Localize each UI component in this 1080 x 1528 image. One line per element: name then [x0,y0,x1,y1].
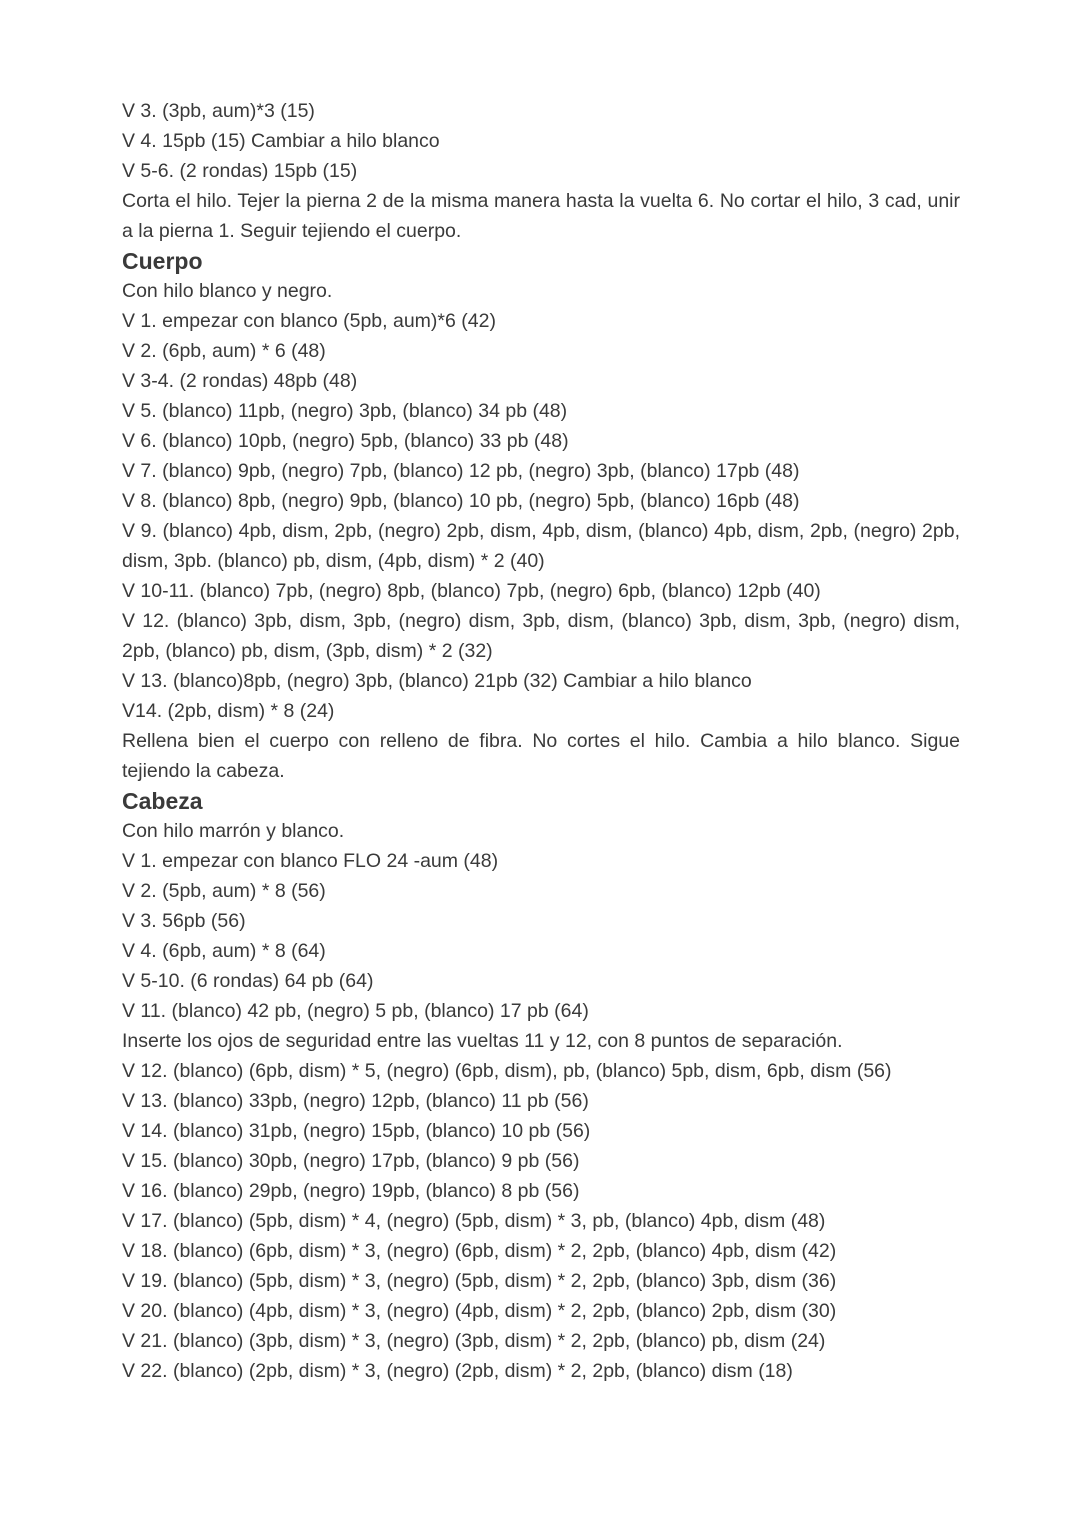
pattern-row: V 2. (6pb, aum) * 6 (48) [122,340,326,362]
pattern-row: V 3-4. (2 rondas) 48pb (48) [122,370,358,392]
pattern-row: V 13. (blanco)8pb, (negro) 3pb, (blanco) 21pb (32) Cambiar a hilo blanco [122,670,752,692]
pattern-row: V 8. (blanco) 8pb, (negro) 9pb, (blanco) 10 pb, (negro) 5pb, (blanco) 16pb (48) [122,490,800,512]
pattern-row: V 15. (blanco) 30pb, (negro) 17pb, (blanco) 9 pb (56) [122,1150,580,1172]
pattern-row: V 11. (blanco) 42 pb, (negro) 5 pb, (blanco) 17 pb (64) [122,1000,589,1022]
pattern-row: V 7. (blanco) 9pb, (negro) 7pb, (blanco) 12 pb, (negro) 3pb, (blanco) 17pb (48) [122,460,800,482]
pattern-row: V 12. (blanco) 3pb, dism, 3pb, (negro) dism, 3pb, dism, (blanco) 3pb, dism, 3pb, (negro) dism, 2pb, (blanco) pb, dism, (3pb, dism) * 2 (32) [122,610,960,662]
pattern-row: V 18. (blanco) (6pb, dism) * 3, (negro) (6pb, dism) * 2, 2pb, (blanco) 4pb, dism (42) [122,1240,837,1262]
pattern-row: V 9. (blanco) 4pb, dism, 2pb, (negro) 2pb, dism, 4pb, dism, (blanco) 4pb, dism, 2pb, (negro) 2pb, dism, 3pb. (blanco) pb, dism, (4pb, dism) * 2 (40) [122,520,960,572]
pattern-row: V 20. (blanco) (4pb, dism) * 3, (negro) (4pb, dism) * 2, 2pb, (blanco) 2pb, dism (30) [122,1300,837,1322]
pattern-row: V 5-10. (6 rondas) 64 pb (64) [122,970,374,992]
pattern-row: V 19. (blanco) (5pb, dism) * 3, (negro) (5pb, dism) * 2, 2pb, (blanco) 3pb, dism (36) [122,1270,837,1292]
pattern-row: V 5. (blanco) 11pb, (negro) 3pb, (blanco) 34 pb (48) [122,400,568,422]
pattern-row: V 12. (blanco) (6pb, dism) * 5, (negro) (6pb, dism), pb, (blanco) 5pb, dism, 6pb, dism (56) [122,1060,892,1082]
pattern-row: V 4. 15pb (15) Cambiar a hilo blanco [122,130,440,152]
section-heading-cabeza: Cabeza [122,788,203,814]
document-page [122,96,960,1386]
pattern-row: V 17. (blanco) (5pb, dism) * 4, (negro) (5pb, dism) * 3, pb, (blanco) 4pb, dism (48) [122,1210,826,1232]
instruction-note: Rellena bien el cuerpo con relleno de fibra. No cortes el hilo. Cambia a hilo blanco. Sigue tejiendo la cabeza. [122,730,960,782]
pattern-row: V 3. (3pb, aum)*3 (15) [122,100,315,122]
pattern-row: V 6. (blanco) 10pb, (negro) 5pb, (blanco) 33 pb (48) [122,430,569,452]
pattern-row: V 2. (5pb, aum) * 8 (56) [122,880,326,902]
pattern-row: V 22. (blanco) (2pb, dism) * 3, (negro) (2pb, dism) * 2, 2pb, (blanco) dism (18) [122,1360,793,1382]
pattern-row: V 14. (blanco) 31pb, (negro) 15pb, (blanco) 10 pb (56) [122,1120,591,1142]
pattern-row: V 5-6. (2 rondas) 15pb (15) [122,160,358,182]
instruction-note: Corta el hilo. Tejer la pierna 2 de la misma manera hasta la vuelta 6. No cortar el hilo, 3 cad, unir a la pierna 1. Seguir tejiendo el cuerpo. [122,190,960,242]
pattern-row: V 4. (6pb, aum) * 8 (64) [122,940,326,962]
pattern-row: V 1. empezar con blanco FLO 24 -aum (48) [122,850,499,872]
section-intro: Con hilo blanco y negro. [122,280,333,302]
instruction-note: Inserte los ojos de seguridad entre las vueltas 11 y 12, con 8 puntos de separación. [122,1030,843,1052]
pattern-row: V 10-11. (blanco) 7pb, (negro) 8pb, (blanco) 7pb, (negro) 6pb, (blanco) 12pb (40) [122,580,821,602]
section-heading-cuerpo: Cuerpo [122,248,203,274]
pattern-row: V14. (2pb, dism) * 8 (24) [122,700,335,722]
pattern-row: V 1. empezar con blanco (5pb, aum)*6 (42) [122,310,496,332]
section-intro: Con hilo marrón y blanco. [122,820,345,842]
pattern-row: V 21. (blanco) (3pb, dism) * 3, (negro) (3pb, dism) * 2, 2pb, (blanco) pb, dism (24) [122,1330,826,1352]
pattern-row: V 16. (blanco) 29pb, (negro) 19pb, (blanco) 8 pb (56) [122,1180,580,1202]
pattern-row: V 3. 56pb (56) [122,910,246,932]
pattern-row: V 13. (blanco) 33pb, (negro) 12pb, (blanco) 11 pb (56) [122,1090,589,1112]
